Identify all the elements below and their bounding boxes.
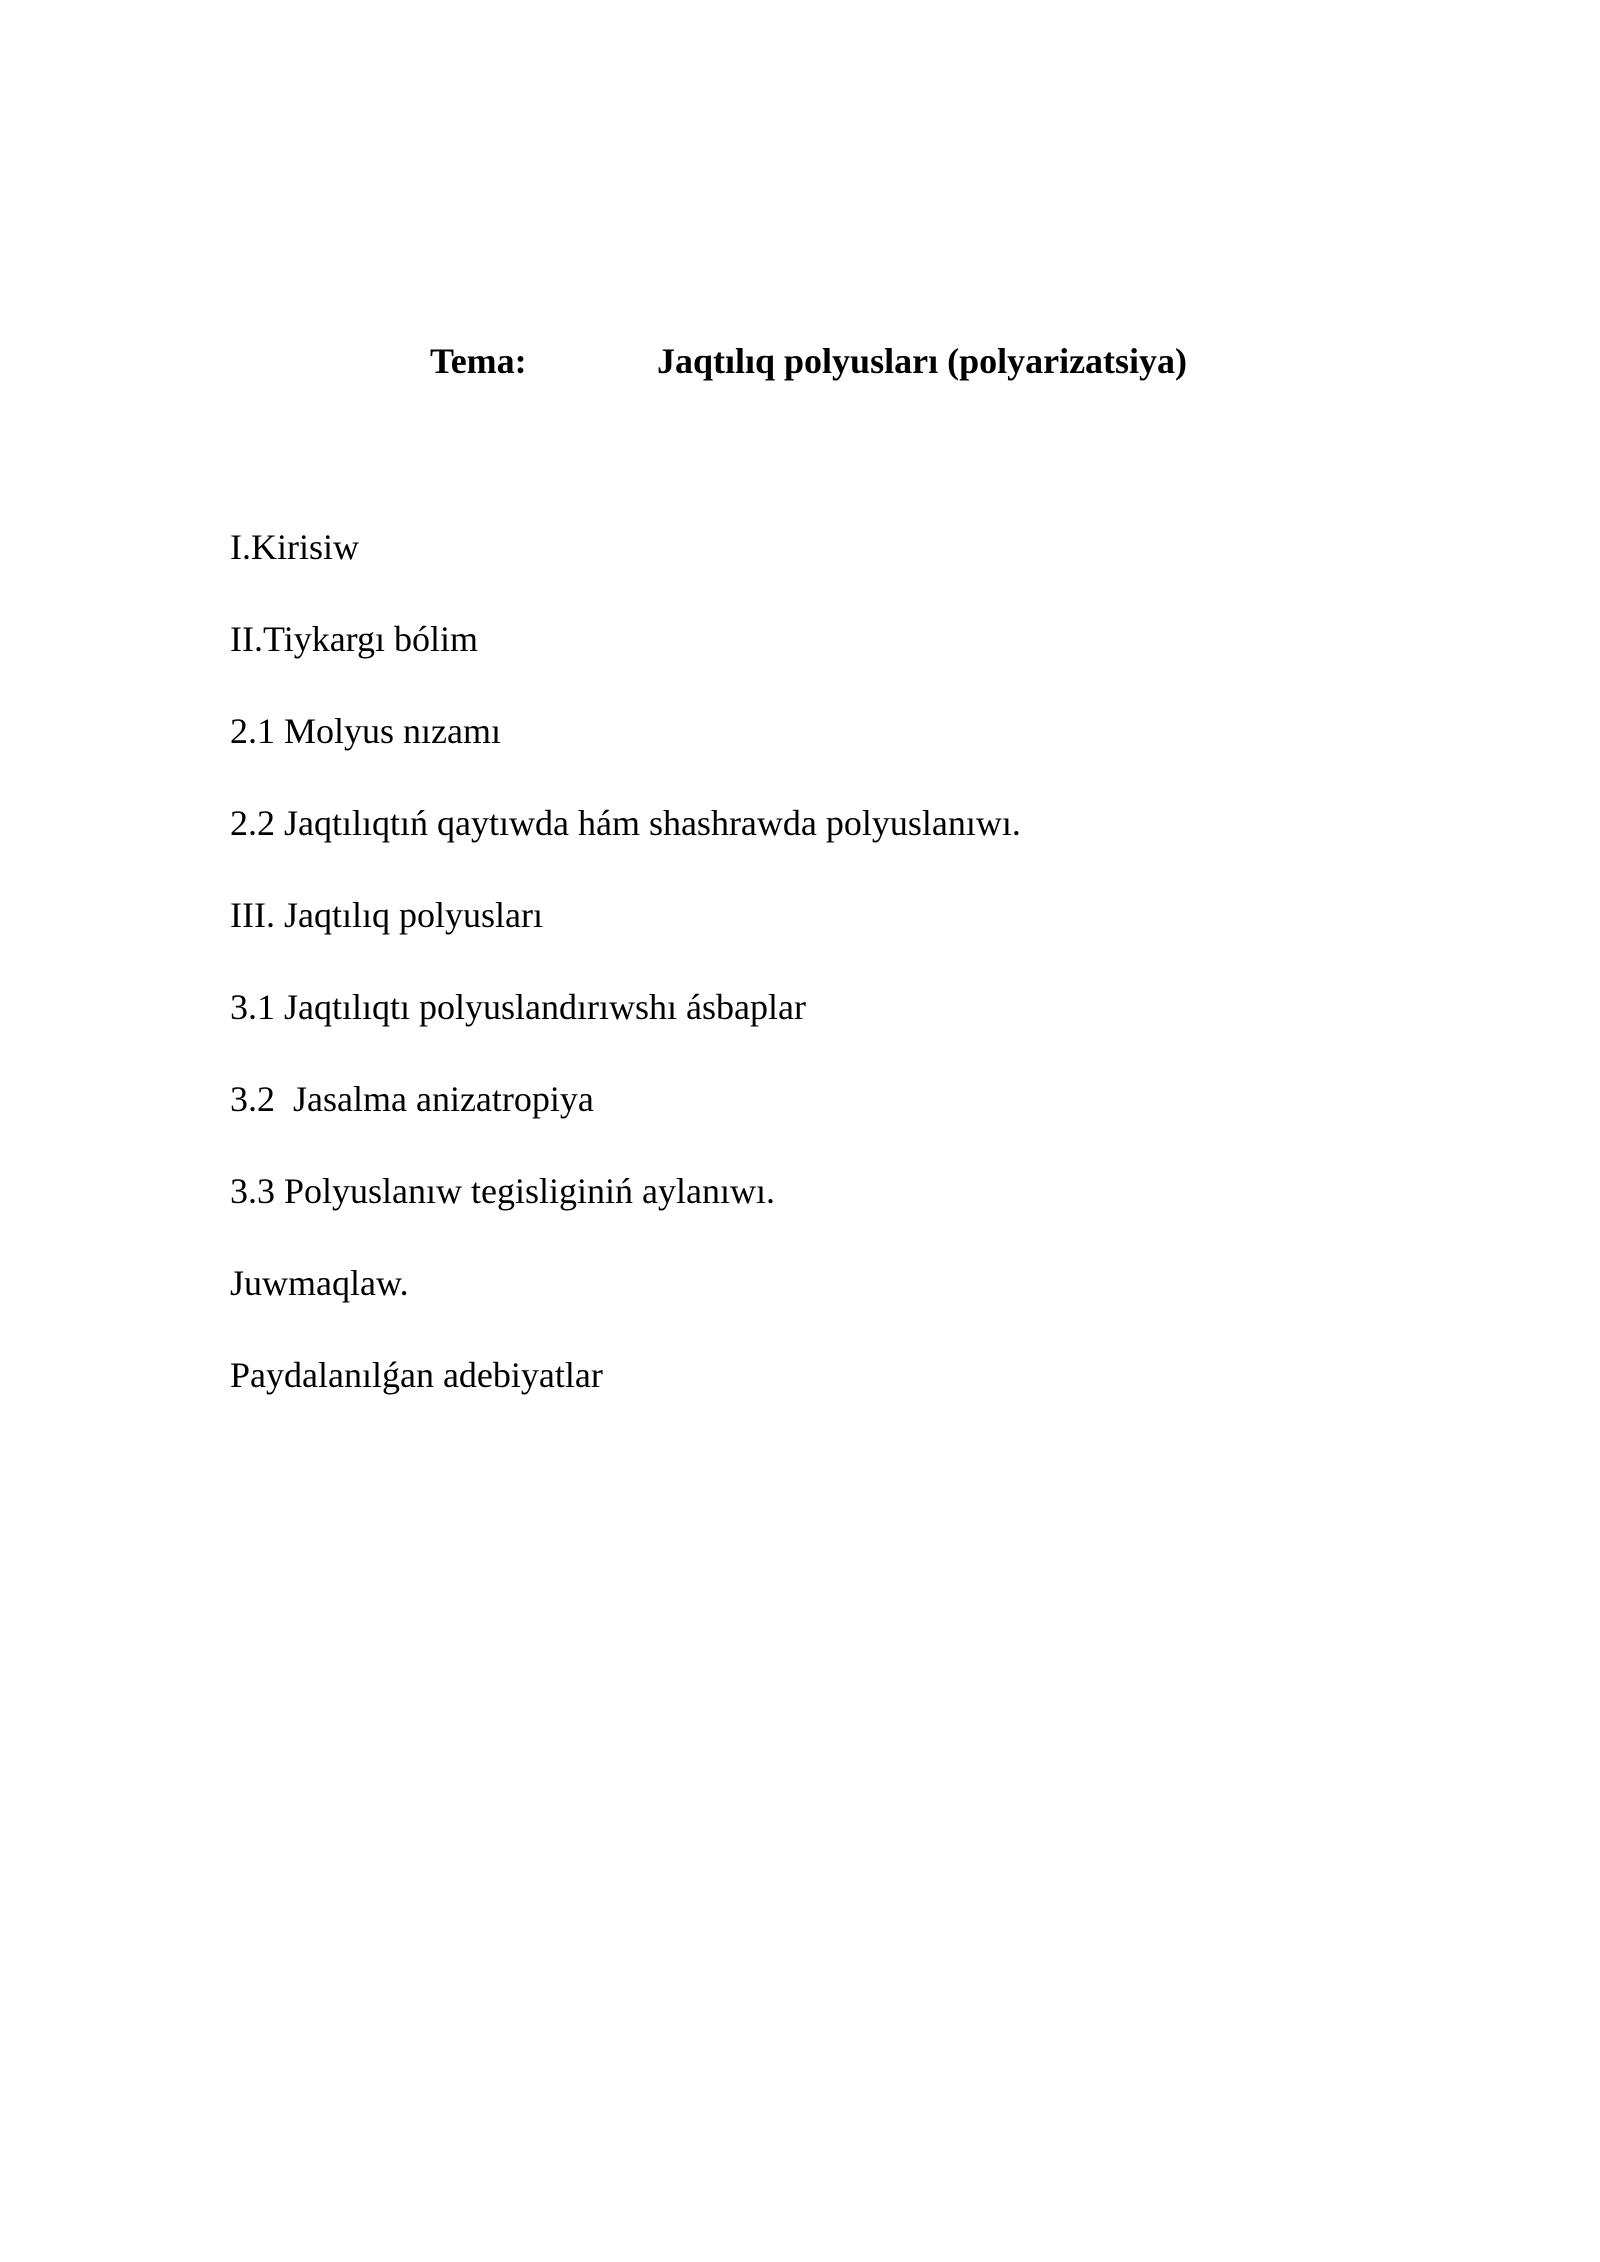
toc-item-introduction: I.Kirisiw	[230, 527, 359, 567]
page-title: Jaqtılıq polyusları (polyarizatsiya)	[657, 341, 1188, 381]
title-label: Tema:	[430, 341, 527, 381]
toc-item-references: Paydalanılǵan adebiyatlar	[230, 1355, 603, 1395]
toc-item-2-2: 2.2 Jaqtılıqtıń qaytıwda hám shashrawda polyuslanıwı.	[230, 803, 1021, 843]
toc-item-3-2: 3.2 Jasalma anizatropiya	[230, 1079, 594, 1119]
toc-item-section-3: III. Jaqtılıq polyusları	[230, 895, 543, 935]
toc-item-3-3: 3.3 Polyuslanıw tegisliginiń aylanıwı.	[230, 1171, 775, 1211]
toc-item-main-section: II.Tiykargı bólim	[230, 619, 479, 659]
toc-item-conclusion: Juwmaqlaw.	[230, 1263, 409, 1303]
toc-item-2-1: 2.1 Molyus nızamı	[230, 711, 501, 751]
table-of-contents	[230, 524, 1430, 1444]
title-row	[0, 336, 1600, 386]
toc-item-3-1: 3.1 Jaqtılıqtı polyuslandırıwshı ásbaplar	[230, 987, 806, 1027]
